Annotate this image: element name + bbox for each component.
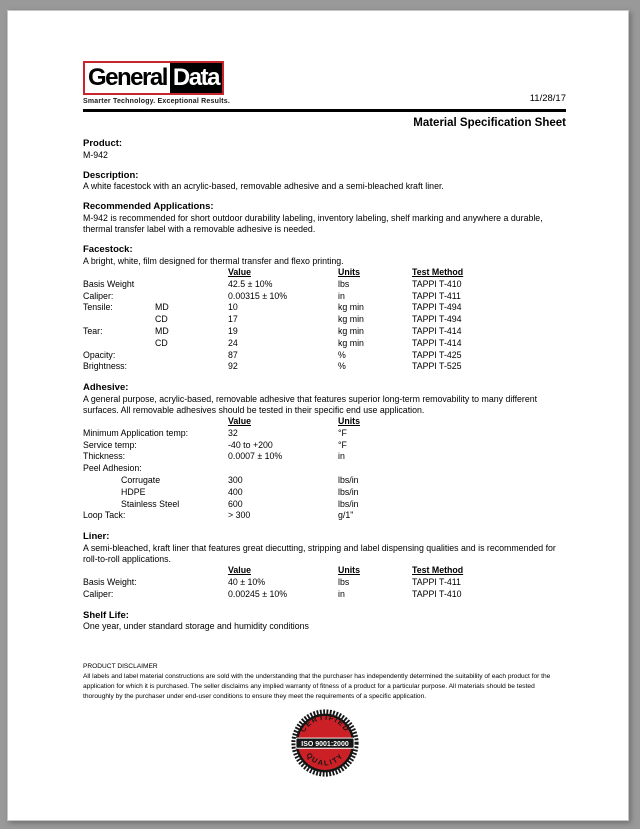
applications-heading: Recommended Applications: [83,201,214,213]
spec-units: lbs/in [338,486,359,497]
spec-test-method: TAPPI T-414 [412,337,462,348]
spec-units: kg min [338,337,364,348]
spec-units [338,463,566,475]
shelf-life-section [83,610,566,633]
shelf-life-heading: Shelf Life: [83,609,129,621]
spec-label: Tear: [83,326,103,336]
spec-label: Caliper: [83,290,114,301]
header [83,61,566,105]
shelf-life-text: One year, under standard storage and humidity conditions [83,621,309,632]
spec-units: % [338,361,346,372]
spec-test-method: TAPPI T-410 [412,278,462,289]
spec-units: kg min [338,314,364,325]
column-header-value: Value [228,267,251,278]
spec-test-method: TAPPI T-411 [412,576,461,587]
spec-test-method: TAPPI T-425 [412,349,462,360]
spec-value: -40 to +200 [228,439,273,450]
facestock-intro: A bright, white, film designed for thermal transfer and flexo printing. [83,255,344,266]
spec-sublabel [155,291,228,303]
spec-units: % [338,349,346,360]
spec-sublabel [155,361,228,373]
product-heading: Product: [83,138,123,149]
spec-label: Opacity: [83,349,116,360]
column-header-value: Value [228,565,251,576]
spec-value: 92 [228,361,238,372]
spec-test-method: TAPPI T-410 [412,588,462,599]
spec-value: 17 [228,314,238,325]
document-title: Material Specification Sheet [413,117,566,129]
spec-sublabel: CD [155,314,168,325]
spec-label: Brightness: [83,361,128,372]
spec-label: Basis Weight [83,278,135,289]
liner-section [83,531,566,600]
adhesive-intro: A general purpose, acrylic-based, removable adhesive that features superior long-term removability to many different surfaces. All removable adhesives should be tested in their specific end use application. [83,393,538,415]
document-page [7,10,629,821]
logo-text-general: General [85,63,170,93]
spec-value: > 300 [228,510,251,521]
spec-label: Thickness: [83,451,126,462]
spec-sublabel [155,279,228,291]
disclaimer-text: All labels and label material constructions are sold with the understanding that the purchaser has independently determined the suitability of each product for the application for which it is purchased. The seller disclaims any implied warranty of fitness of a product for a particular purpose. All materials should be tested thoroughly by the purchaser under end-user conditions to ensure they meet the requirements of a specific application. [83,673,551,700]
product-section [83,138,566,161]
spec-sublabel: CD [155,337,168,348]
spec-value: 32 [228,427,238,438]
spec-units: lbs [338,278,350,289]
spec-units: °F [338,439,347,450]
liner-table [83,565,566,600]
adhesive-section [83,382,566,522]
spec-units: kg min [338,302,364,313]
seal-container [83,708,566,783]
spec-units: in [338,588,345,599]
spec-units: g/1" [338,510,354,521]
seal-text-iso: ISO 9001:2000 [300,741,349,749]
spec-label: Service temp: [83,439,137,450]
spec-value: 24 [228,337,238,348]
iso-certification-seal-icon [290,708,360,778]
spec-label: Corrugate [121,475,161,486]
spec-sublabel [155,350,228,362]
description-heading: Description: [83,169,139,181]
spec-units: lbs/in [338,475,359,486]
spec-label: Minimum Application temp: [83,427,189,438]
spec-label: HDPE [121,486,146,497]
column-header-test-method: Test Method [412,565,464,576]
spec-value: 0.00315 ± 10% [228,290,288,301]
spec-value: 300 [228,475,243,486]
facestock-section [83,244,566,373]
spec-test-method: TAPPI T-411 [412,290,461,301]
spec-units: in [338,290,345,301]
spec-test-method: TAPPI T-525 [412,361,462,372]
disclaimer-heading: PRODUCT DISCLAIMER [83,663,158,671]
description-text: A white facestock with an acrylic-based, removable adhesive and a semi-bleached kraft liner. [83,181,444,192]
adhesive-heading: Adhesive: [83,382,129,394]
column-header-units: Units [338,565,360,576]
spec-test-method: TAPPI T-494 [412,314,462,325]
header-divider [83,109,566,112]
adhesive-table [83,416,566,522]
spec-value: 10 [228,302,238,313]
general-data-logo [83,61,224,95]
column-header-test-method: Test Method [412,267,464,278]
logo-tagline: Smarter Technology. Exceptional Results. [83,98,230,105]
logo-text-data: Data [170,63,222,93]
seal-text-certified: CERTIFIED [297,713,352,735]
spec-value: 400 [228,486,243,497]
description-section [83,170,566,193]
spec-label: Stainless Steel [121,498,180,509]
spec-value: 0.00245 ± 10% [228,588,288,599]
spec-label: Caliper: [83,588,114,599]
spec-value: 19 [228,326,238,336]
liner-heading: Liner: [83,531,110,543]
spec-sublabel: MD [155,302,169,313]
spec-value: 42.5 ± 10% [228,278,273,289]
spec-units: lbs [338,576,350,587]
spec-value: 87 [228,349,238,360]
spec-units: °F [338,427,347,438]
applications-section [83,201,566,235]
spec-label: Peel Adhesion: [83,463,142,474]
applications-text: M-942 is recommended for short outdoor durability labeling, inventory labeling, shelf marking and anywhere a durable, thermal transfer label with a removable adhesive is needed. [83,212,543,235]
product-value: M-942 [83,149,108,160]
spec-value: 40 ± 10% [228,576,266,587]
column-header-units: Units [338,416,360,427]
facestock-heading: Facestock: [83,244,133,256]
spec-label [83,338,155,350]
spec-value: 0.0007 ± 10% [228,451,283,462]
seal-text-quality: QUALITY [303,751,345,769]
spec-label: Basis Weight: [83,576,137,587]
spec-units: kg min [338,326,364,336]
spec-label: Tensile: [83,302,113,313]
spec-units: lbs/in [338,498,359,509]
spec-label: Loop Tack: [83,510,126,521]
disclaimer-section [83,662,566,701]
document-date: 11/28/17 [529,93,566,104]
spec-test-method: TAPPI T-494 [412,302,462,313]
facestock-table [83,267,566,373]
spec-label [83,314,155,326]
liner-intro: A semi-bleached, kraft liner that features great diecutting, stripping and label dispensing qualities and is recommended for roll-to-roll applications. [83,542,556,564]
column-header-value: Value [228,416,251,427]
spec-test-method: TAPPI T-414 [412,326,462,336]
spec-value: 600 [228,498,243,509]
spec-value [228,463,338,475]
spec-units: in [338,451,345,462]
column-header-units: Units [338,267,360,278]
logo-block [83,61,230,105]
spec-sublabel: MD [155,326,169,336]
